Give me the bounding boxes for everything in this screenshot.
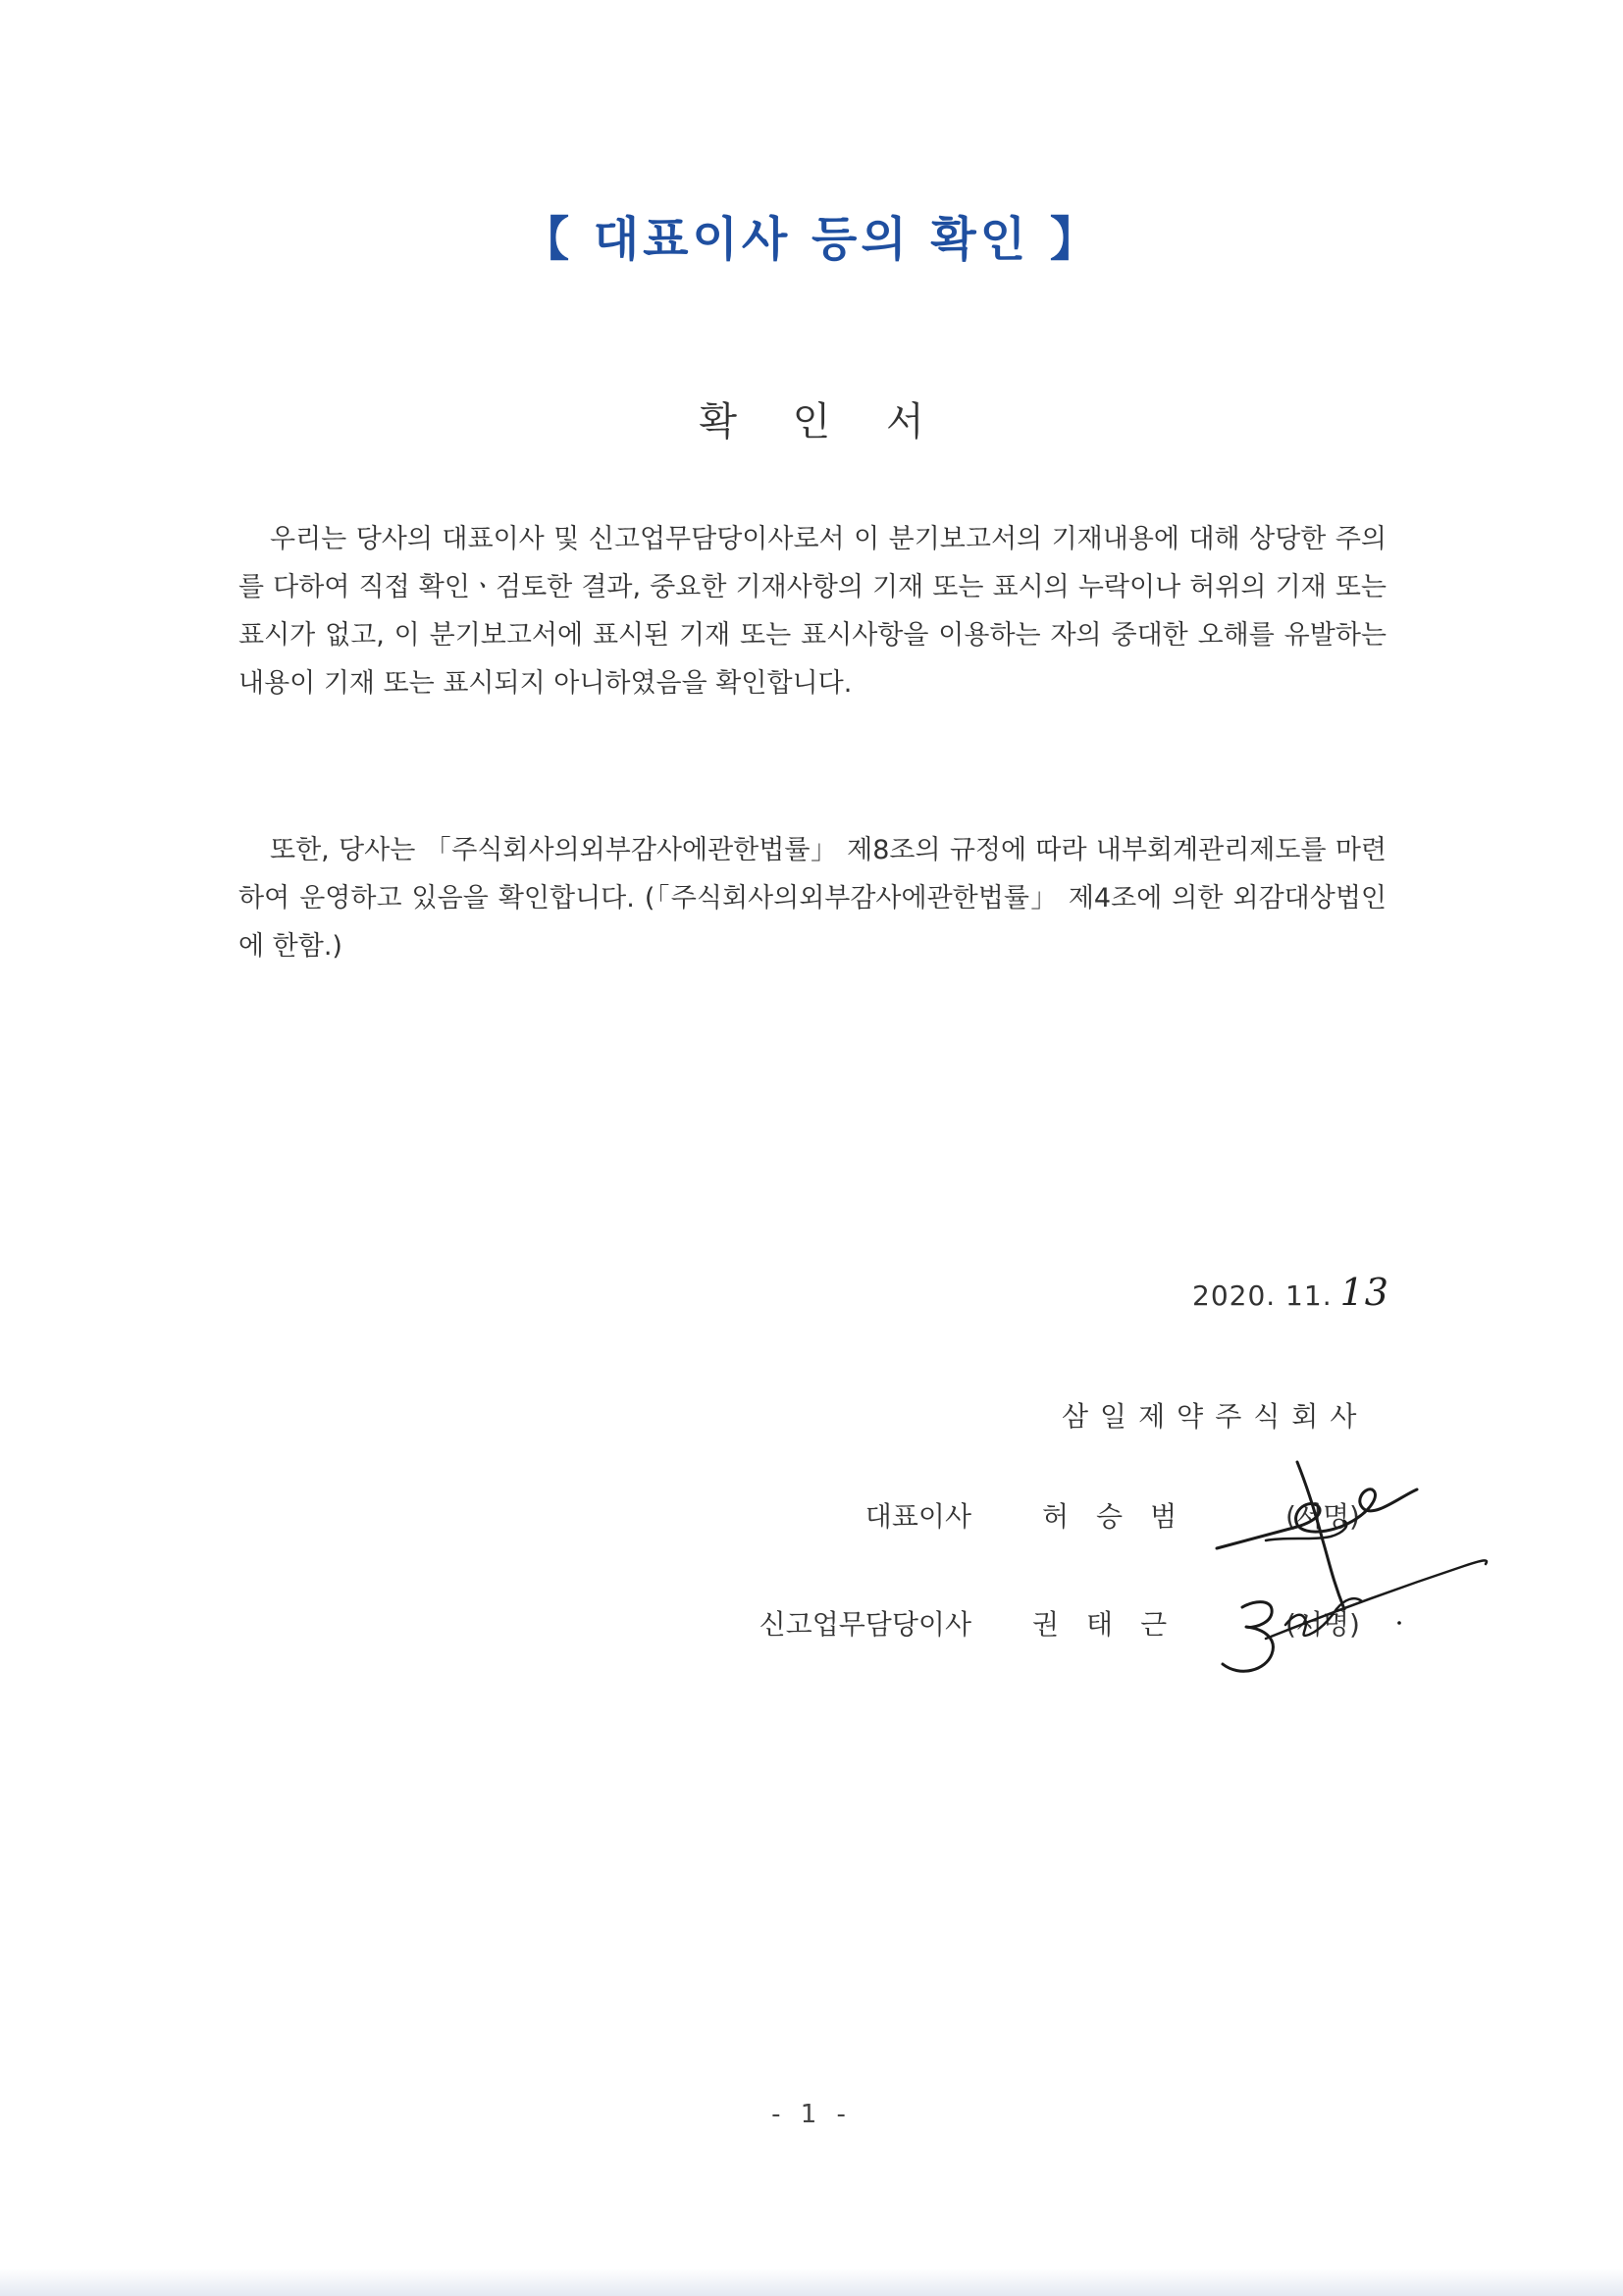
signer-role-box [0,1495,971,1535]
signature-stroke [1297,1462,1344,1609]
signature-mark: (서명) [1285,1500,1360,1533]
document-subtitle: 확 인 서 [699,399,946,444]
signature-stroke [1223,1602,1273,1672]
ink-dot [1397,1621,1401,1625]
signer-role: 신고업무담당이사 [759,1608,971,1641]
date-printed: 2020. 11. [1192,1279,1333,1312]
paragraph-1-text: 우리는 당사의 대표이사 및 신고업무담당이사로서 이 분기보고서의 기재내용에 대해 상당한 주의를 다하여 직접 확인ㆍ검토한 결과, 중요한 기재사항의 기재 또는 표시의 누락이나 허위의 기재 또는 표시가 없고, 이 분기보고서에 표시된 기재 또는 표시사항을 이용하는 자의 중대한 오해를 유발하는 내용이 기재 또는 표시되지 아니하였음을 확인합니다. [238,524,1387,699]
signer-name: 권태근 [1032,1608,1195,1641]
company-name: 삼일제약주식회사 [1062,1400,1369,1433]
document-title: 【 대표이사 등의 확인 】 [522,212,1101,267]
signer-role: 대표이사 [864,1500,971,1533]
page-number: - 1 - [771,2100,852,2129]
confirmation-paragraph-2 [238,826,1387,970]
handwritten-signatures [1207,1442,1521,1737]
signer-role-box [0,1603,971,1643]
signature-mark: (서명) [1285,1608,1360,1641]
signer-name: 허승범 [1042,1500,1205,1533]
paragraph-2-text: 또한, 당사는 「주식회사의외부감사에관한법률」 제8조의 규정에 따라 내부회계관리제도를 마련하여 운영하고 있음을 확인합니다. (「주식회사의외부감사에관한법률」 제4조에 의한 외감대상법인에 한함.) [238,835,1387,962]
signature-date [1192,1271,1389,1314]
scan-edge-shading [0,2269,1623,2296]
signature-stroke [1266,1560,1487,1639]
date-handwritten-day: 13 [1339,1271,1389,1314]
confirmation-paragraph-1 [238,515,1387,707]
